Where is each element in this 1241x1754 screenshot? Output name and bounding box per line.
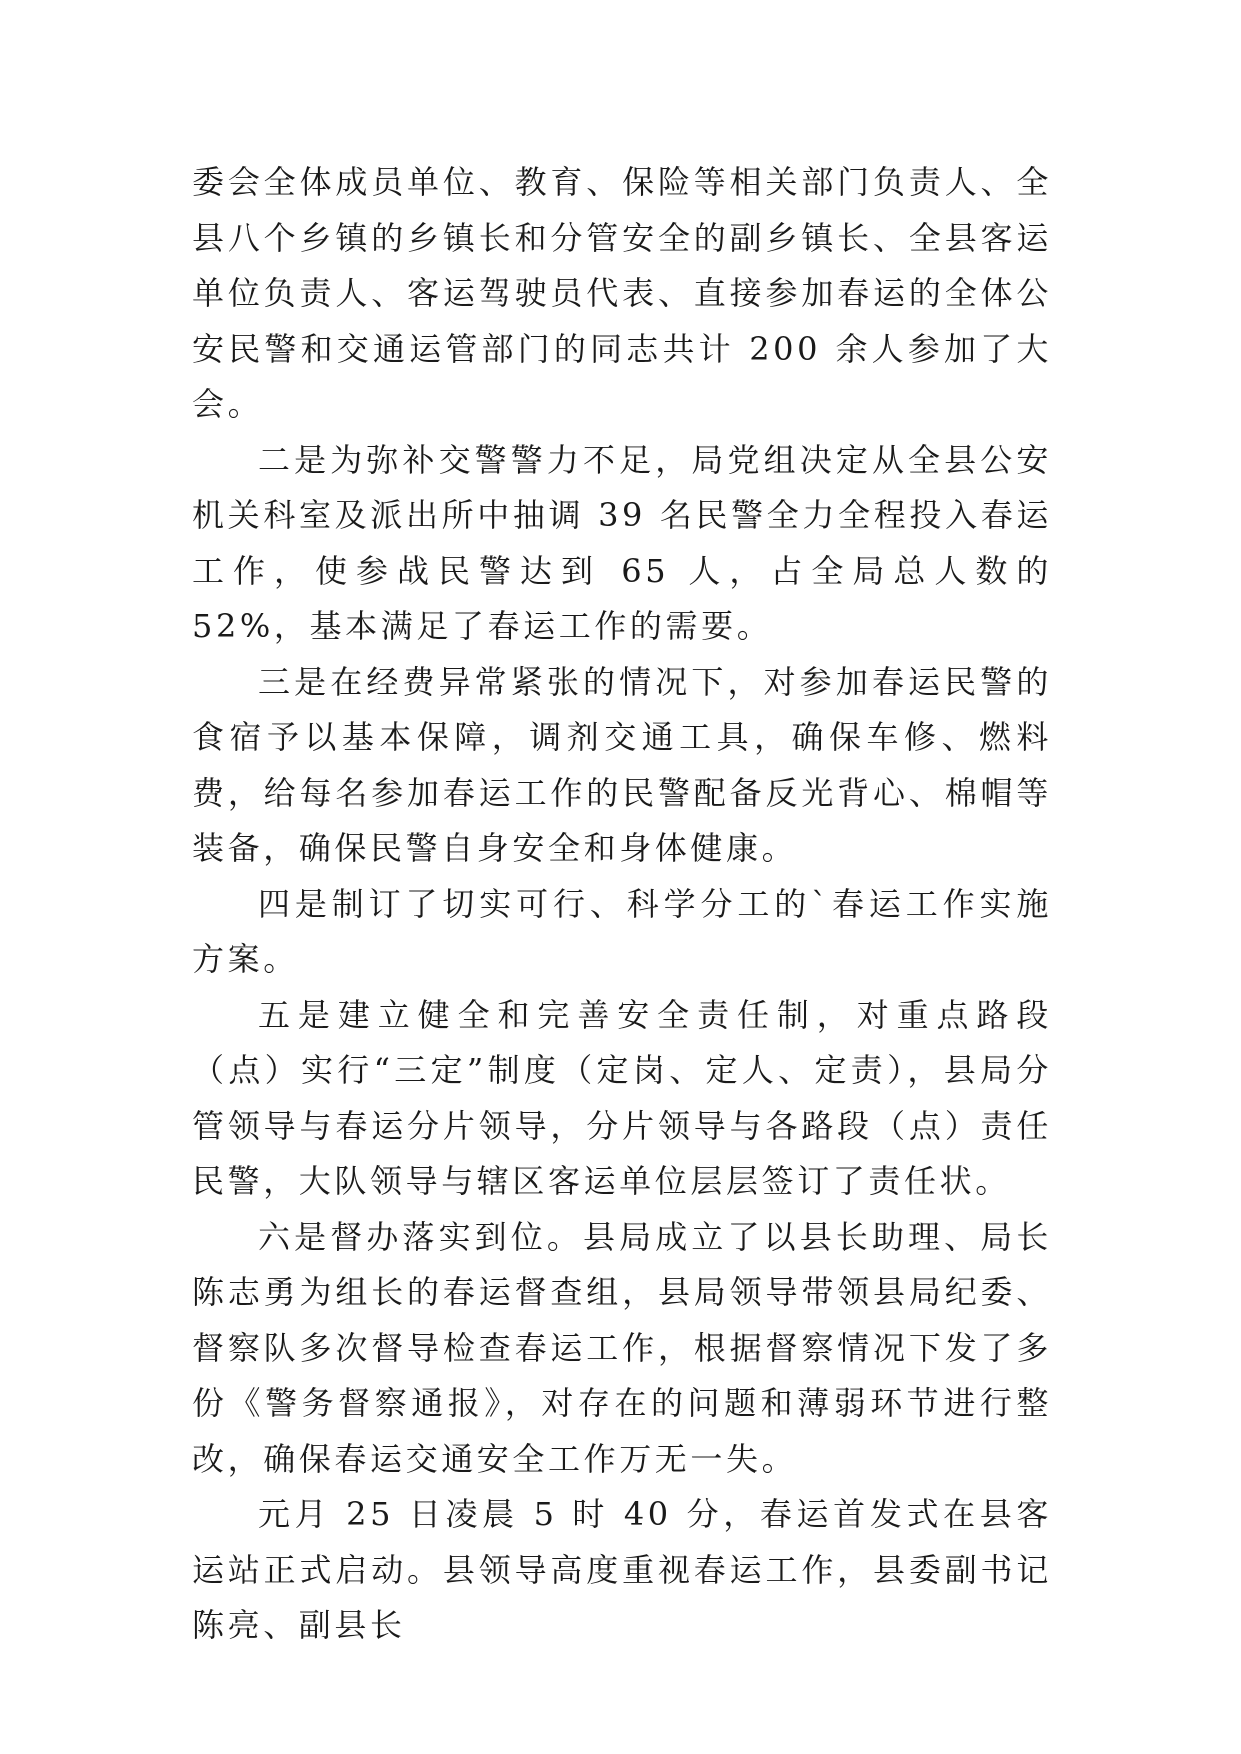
paragraph-launch-ceremony: 元月 25 日凌晨 5 时 40 分，春运首发式在县客运站正式启动。县领导高度重视春运工作，县委副书记陈亮、副县长	[192, 1495, 1052, 1644]
paragraph-item-four: 四是制订了切实可行、科学分工的`春运工作实施方案。	[192, 884, 1052, 978]
paragraph-item-three: 三是在经费异常紧张的情况下，对参加春运民警的食宿予以基本保障，调剂交通工具，确保车修、燃料费，给每名参加春运工作的民警配备反光背心、棉帽等装备，确保民警自身安全和身体健康。	[192, 662, 1052, 867]
paragraph-item-five: 五是建立健全和完善安全责任制，对重点路段（点）实行“三定”制度（定岗、定人、定责），县局分管领导与春运分片领导，分片领导与各路段（点）责任民警，大队领导与辖区客运单位层层签订了责任状。	[192, 995, 1052, 1200]
paragraph-continuation: 委会全体成员单位、教育、保险等相关部门负责人、全县八个乡镇的乡镇长和分管安全的副乡镇长、全县客运单位负责人、客运驾驶员代表、直接参加春运的全体公安民警和交通运管部门的同志共计 200 余人参加了大会。	[192, 163, 1052, 423]
document-body	[192, 155, 1052, 1654]
paragraph-item-six: 六是督办落实到位。县局成立了以县长助理、局长陈志勇为组长的春运督查组，县局领导带领县局纪委、督察队多次督导检查春运工作，根据督察情况下发了多份《警务督察通报》，对存在的问题和薄弱环节进行整改，确保春运交通安全工作万无一失。	[192, 1217, 1052, 1478]
paragraph-item-two: 二是为弥补交警警力不足，局党组决定从全县公安机关科室及派出所中抽调 39 名民警全力全程投入春运工作，使参战民警达到 65 人，占全局总人数的 52%，基本满足了春运工作的需要。	[192, 440, 1052, 645]
